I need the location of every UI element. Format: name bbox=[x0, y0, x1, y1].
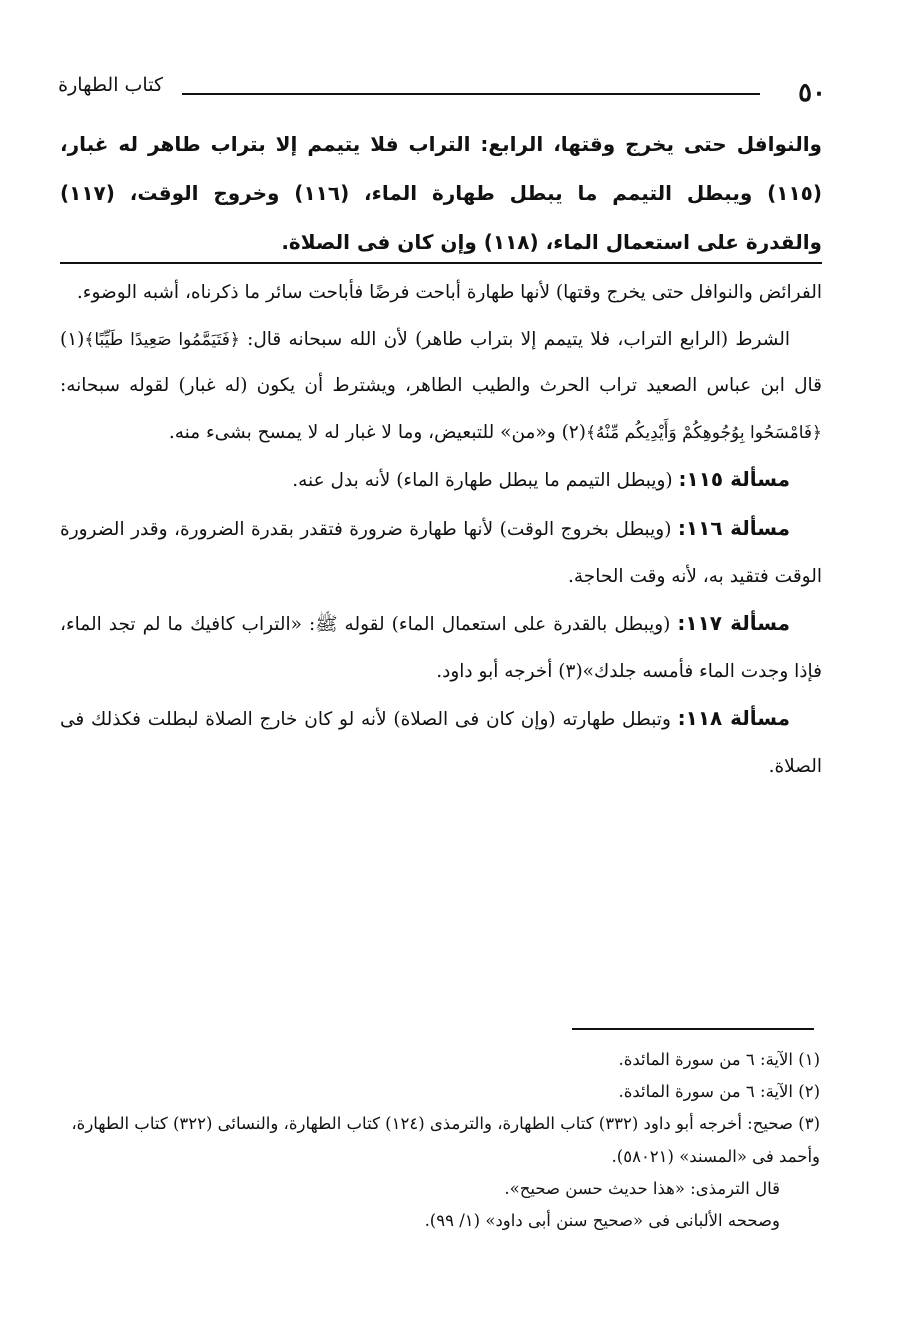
footnote-3: (٣) صحيح: أخرجه أبو داود (٣٣٢) كتاب الطهارة، والترمذى (١٢٤) كتاب الطهارة، والنسائى (٣٢٢) كتاب الطهارة، وأحمد فى «المسند» (٥٨٠٢١). bbox=[71, 1114, 820, 1166]
commentary-text: (١) قال ابن عباس الصعيد تراب الحرث والطيب الطاهر، ويشترط أن يكون (له غبار) لقوله سبحانه: bbox=[60, 328, 822, 397]
footnotes bbox=[50, 1044, 820, 1237]
quran-quote: ﴿فَامْسَحُوا بِوُجُوهِكُمْ وَأَيْدِيكُم مِّنْهُ﴾ bbox=[585, 422, 822, 443]
footnote-3-note: وصححه الألبانى فى «صحيح سنن أبى داود» (١/ ٩٩). bbox=[424, 1211, 780, 1231]
masala-text: (ويبطل التيمم ما يبطل طهارة الماء) لأنه بدل عنه. bbox=[292, 470, 679, 492]
masala-118 bbox=[60, 695, 822, 790]
masala-text: (ويبطل بالقدرة على استعمال الماء) لقوله ﷺ: «التراب كافيك ما لم تجد الماء، فإذا وجدت الماء فأمسه جلدك»(٣) أخرجه أبو داود. bbox=[60, 614, 822, 682]
matn-separator-rule bbox=[60, 262, 822, 264]
masala-116 bbox=[60, 505, 822, 600]
masala-label: مسألة ١١٨: bbox=[677, 706, 790, 731]
footnote-3-note: قال الترمذى: «هذا حديث حسن صحيح». bbox=[504, 1178, 780, 1198]
footnote-1: (١) الآية: ٦ من سورة المائدة. bbox=[618, 1050, 820, 1069]
running-header-title: كتاب الطهارة bbox=[58, 74, 163, 96]
commentary-text: الشرط (الرابع التراب، فلا يتيمم إلا بتراب طاهر) لأن الله سبحانه قال: bbox=[239, 328, 790, 350]
commentary-text: (٢) و«من» للتبعيض، وما لا غبار له لا يمسح بشىء منه. bbox=[168, 421, 586, 443]
commentary bbox=[60, 270, 822, 791]
page-number: ٥٠ bbox=[798, 78, 826, 108]
commentary-paragraph bbox=[60, 317, 822, 457]
masala-text: (ويبطل بخروج الوقت) لأنها طهارة ضرورة فتقدر بقدرة الضرورة، وقدر الضرورة الوقت فتقيد به، لأنه وقت الحاجة. bbox=[60, 518, 822, 587]
matn-text: والنوافل حتى يخرج وقتها، الرابع: التراب فلا يتيمم إلا بتراب طاهر له غبار، (١١٥) ويبطل التيمم ما يبطل طهارة الماء، (١١٦) وخروج الوقت، (١١٧) والقدرة على استعمال الماء، (١١٨) وإن كان فى الصلاة. bbox=[60, 132, 822, 254]
footnote-rule bbox=[572, 1028, 814, 1030]
header-rule bbox=[182, 93, 760, 95]
masala-label: مسألة ١١٥: bbox=[678, 467, 790, 492]
quran-quote: ﴿فَتَيَمَّمُوا صَعِيدًا طَيِّبًا﴾ bbox=[84, 329, 240, 350]
masala-117 bbox=[60, 600, 822, 695]
masala-115 bbox=[60, 456, 822, 505]
masala-label: مسألة ١١٦: bbox=[677, 515, 790, 540]
commentary-paragraph: الفرائض والنوافل حتى يخرج وقتها) لأنها طهارة أباحت فرضًا فأباحت سائر ما ذكرناه، أشبه الوضوء. bbox=[76, 282, 822, 303]
masala-label: مسألة ١١٧: bbox=[677, 611, 790, 636]
footnote-2: (٢) الآية: ٦ من سورة المائدة. bbox=[618, 1082, 820, 1102]
masala-text: وتبطل طهارته (وإن كان فى الصلاة) لأنه لو كان خارج الصلاة لبطلت فكذلك فى الصلاة. bbox=[60, 709, 822, 777]
